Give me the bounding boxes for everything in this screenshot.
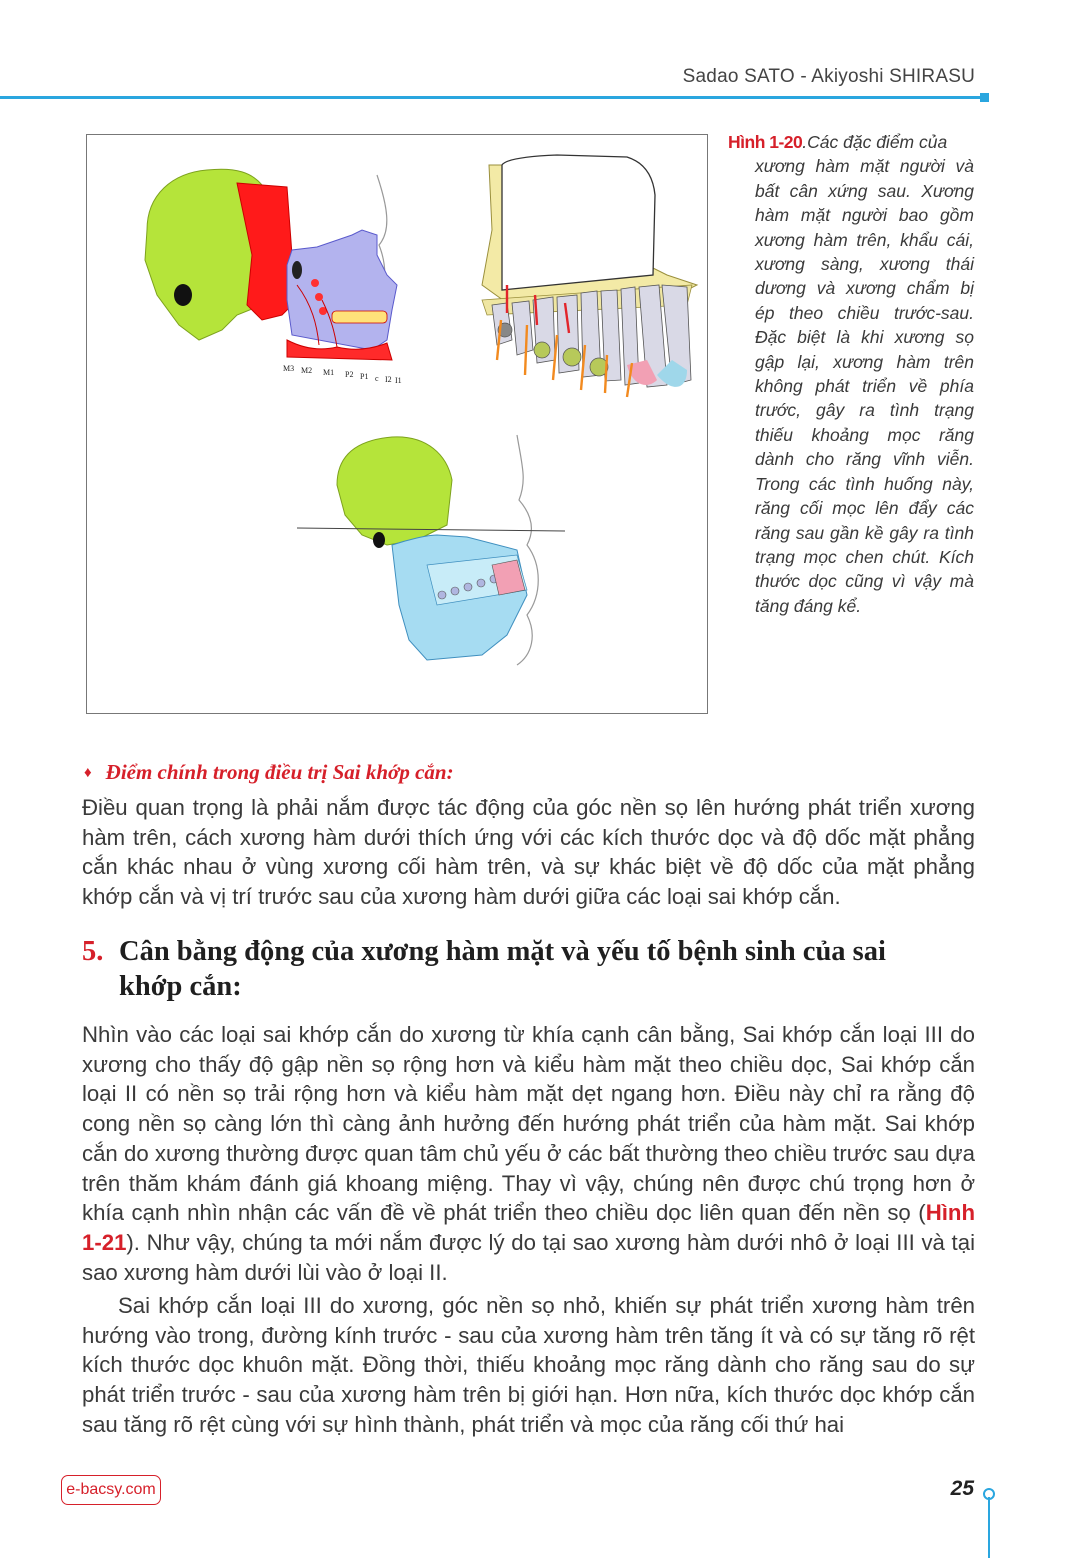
figure-caption xyxy=(728,130,974,618)
diamond-bullet-icon: ♦ xyxy=(84,765,92,781)
tooth-label-i1: I1 xyxy=(395,376,402,385)
section-heading xyxy=(82,934,975,1004)
tooth-label-m3: M3 xyxy=(283,364,295,373)
section-number: 5. xyxy=(82,936,104,967)
key-point-title: Điểm chính trong điều trị Sai khớp cắn: xyxy=(105,760,454,784)
caption-label[interactable]: Hình 1-20 xyxy=(728,132,803,152)
skull-diagram-left xyxy=(145,169,402,385)
tooth-label-c: c xyxy=(375,374,379,383)
skull-diagram-lateral xyxy=(297,435,565,665)
figure-illustration xyxy=(87,135,707,713)
figure-1-20 xyxy=(86,134,708,714)
paragraph-2 xyxy=(82,1020,975,1287)
figure-ref-link[interactable]: Hình 1-21 xyxy=(82,1200,975,1255)
tooth-label-i2: I2 xyxy=(385,375,392,384)
caption-lead-text: .Các đặc điểm của xyxy=(802,132,948,152)
section-title-line1: Cân bằng động của xương hàm mặt và yếu tố bệnh sinh của sai xyxy=(119,936,886,967)
footer-line xyxy=(988,1497,990,1558)
key-point-heading xyxy=(84,760,454,785)
section-title-line2: khớp cắn: xyxy=(119,971,242,1002)
tooth-label-p1: P1 xyxy=(360,372,369,381)
paragraph-3: Sai khớp cắn loại III do xương, góc nền sọ nhỏ, khiến sự phát triển xương hàm trên hướng vào trong, đường kính trước - sau của xương hàm trên tăng ít và có sự tăng rõ rệt kích thước dọc khuôn mặt. Đồng thời, thiếu khoảng mọc răng dành cho răng sau do sự phát triển trước - sau của xương hàm trên bị giới hạn. Hơn nữa, kích thước dọc khớp cắn sau tăng rõ rệt cùng với sự hình thành, phát triển và mọc của răng cối thứ hai xyxy=(82,1293,975,1437)
tooth-label-m2: M2 xyxy=(301,366,313,375)
tooth-label-p2: P2 xyxy=(345,370,354,379)
header-rule-square xyxy=(980,93,989,102)
maxilla-dentition-diagram xyxy=(482,155,697,397)
header-rule xyxy=(0,96,982,99)
caption-body: xương hàm mặt người và bất cân xứng sau. Xương hàm mặt người bao gồm xương hàm trên, khẩu cái, xương sàng, xương thái dương và xương chẩm bị ép theo chiều trước-sau. Đặc biệt là khi xương sọ gập lại, xương hàm trên không phát triển về phía trước, gây ra tình trạng thiếu khoảng mọc răng dành cho răng vĩnh viễn. Trong các tình huống này, răng cối mọc lên đẩy các răng sau gần kề gây ra tình trạng mọc chen chút. Kích thước dọc cũng vì vậy mà tăng đáng kể. xyxy=(755,156,974,616)
tooth-label-m1: M1 xyxy=(323,368,335,377)
caption-lead xyxy=(728,130,974,154)
header-authors: Sadao SATO - Akiyoshi SHIRASU xyxy=(682,66,975,87)
page-number: 25 xyxy=(950,1477,974,1500)
site-link-badge[interactable]: e-bacsy.com xyxy=(61,1475,161,1505)
paragraph-1: Điều quan trọng là phải nắm được tác động của góc nền sọ lên hướng phát triển xương hàm trên, cách xương hàm dưới thích ứng với các kích thước dọc và độ dốc mặt phẳng cắn khác nhau ở vùng xương cối hàm trên, và sự khác biệt về độ dốc của mặt phẳng khớp cắn và vị trí trước sau của xương hàm dưới giữa các loại sai khớp cắn. xyxy=(82,795,975,910)
paragraph-2-after: ). Như vậy, chúng ta mới nắm được lý do tại sao xương hàm dưới nhô ở loại III và tại sao xương hàm dưới lùi vào ở loại II. xyxy=(82,1229,975,1285)
paragraph-2-before: Nhìn vào các loại sai khớp cắn do xương từ khía cạnh cân bằng, Sai khớp cắn loại III do xương cho thấy độ gập nền sọ rộng hơn và kiểu hàm mặt theo chiều dọc, Sai khớp cắn loại II có nền sọ trải rộng hơn và kiểu hàm mặt dẹt ngang hơn. Điều này chỉ ra rằng độ cong nền sọ càng lớn thì càng ảnh hưởng đến hướng phát triển của hàm mặt. Sai khớp cắn do xương thường được quan tâm chủ yếu ở các bất thường theo chiều trước sau dựa trên thăm khám đánh giá khoang miệng. Thay vì vậy, chúng nên được chú trọng hơn ở khía cạnh nhìn nhận các vấn đề về phát triển theo chiều dọc liên quan đến nền sọ ( xyxy=(82,1022,975,1226)
